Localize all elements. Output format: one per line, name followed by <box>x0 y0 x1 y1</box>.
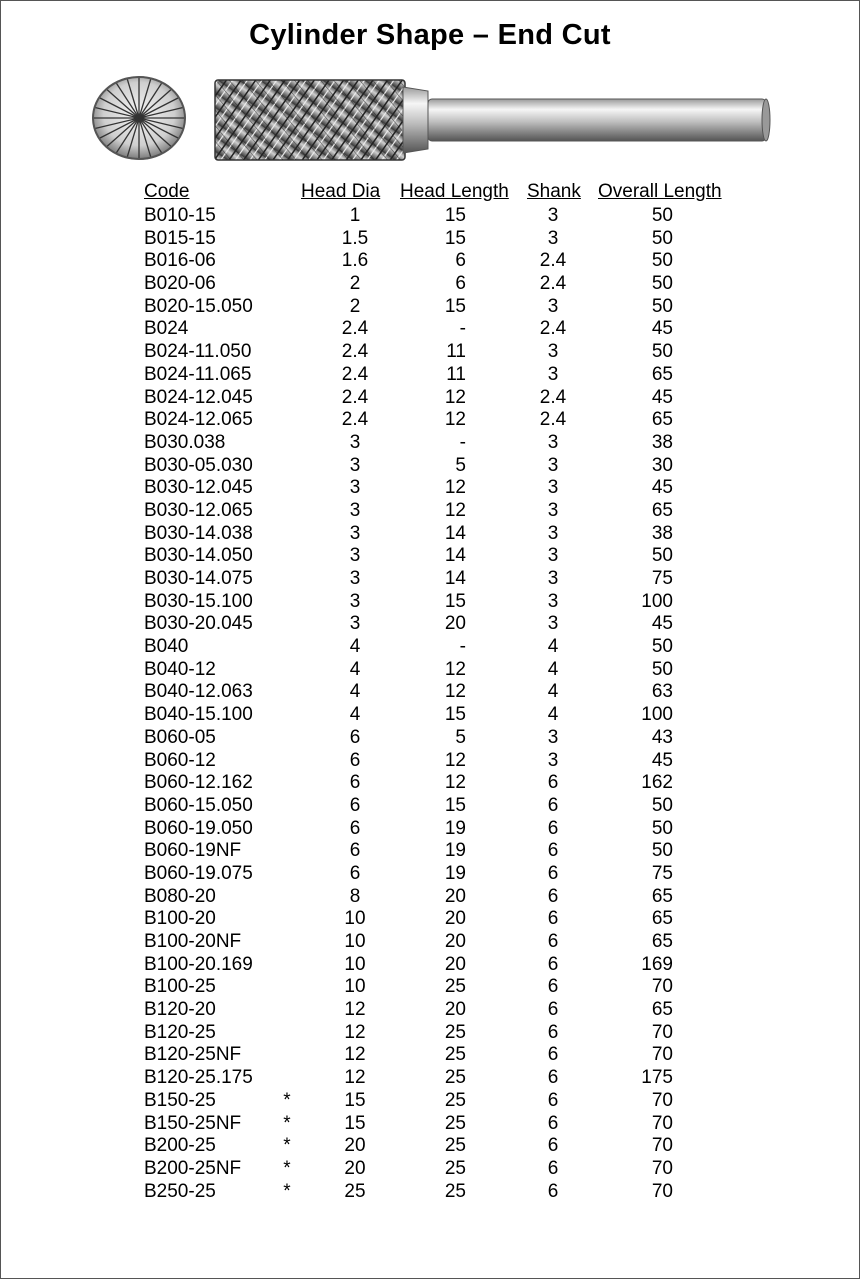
table-row <box>1 318 859 341</box>
cell-head-dia: 3 <box>349 522 361 544</box>
cell-overall-length: 45 <box>651 386 673 408</box>
burr-side-view-image <box>213 77 773 163</box>
cell-shank: 3 <box>547 477 559 499</box>
cell-code: B120-20 <box>144 999 216 1021</box>
cell-head-dia: 6 <box>349 772 361 794</box>
cell-head-dia: 8 <box>349 885 361 907</box>
cell-code: B040-12 <box>144 658 216 680</box>
table-row <box>1 296 859 319</box>
table-row <box>1 999 859 1022</box>
cell-code: B030-12.045 <box>144 477 253 499</box>
cell-head-dia: 2.4 <box>341 341 369 363</box>
cell-overall-length: 50 <box>651 273 673 295</box>
table-row <box>1 772 859 795</box>
cell-overall-length: 169 <box>641 953 673 975</box>
cell-overall-length: 70 <box>651 976 673 998</box>
cell-shank: 6 <box>547 1044 559 1066</box>
cell-head-dia: 3 <box>349 568 361 589</box>
cell-code: B040 <box>144 636 189 658</box>
cell-head-dia: 3 <box>349 499 361 521</box>
cell-head-length: 19 <box>444 817 466 839</box>
cell-code: B200-25NF <box>144 1157 242 1179</box>
cell-code: B040-12.063 <box>144 681 253 703</box>
cell-shank: 6 <box>547 908 559 930</box>
table-row <box>1 1067 859 1090</box>
cell-code: B015-15 <box>144 227 216 249</box>
cell-shank: 6 <box>547 817 559 839</box>
table-row <box>1 341 859 364</box>
cell-shank: 6 <box>547 885 559 907</box>
table-row <box>1 250 859 273</box>
cell-shank: 4 <box>547 704 559 726</box>
cell-shank: 6 <box>547 1157 559 1179</box>
table-row <box>1 1044 859 1067</box>
table-row <box>1 1181 859 1204</box>
cell-head-dia: 4 <box>349 704 361 726</box>
cell-overall-length: 175 <box>641 1067 673 1089</box>
cell-overall-length: 65 <box>651 363 673 385</box>
cell-head-dia: 10 <box>344 976 366 998</box>
cell-head-length: 12 <box>444 499 466 521</box>
cell-head-length: 25 <box>444 1044 466 1066</box>
cell-star: * <box>283 1135 291 1157</box>
cell-head-dia: 4 <box>349 658 361 680</box>
table-row <box>1 954 859 977</box>
cell-head-dia: 25 <box>344 1180 366 1202</box>
cell-overall-length: 50 <box>651 636 673 658</box>
cell-overall-length: 38 <box>651 431 673 453</box>
cell-code: B024 <box>144 318 189 340</box>
cell-code: B024-12.065 <box>144 409 253 431</box>
cell-overall-length: 50 <box>651 295 673 317</box>
header-head-length: Head Length <box>400 181 509 202</box>
cell-code: B010-15 <box>144 205 216 226</box>
header-shank: Shank <box>527 181 581 202</box>
cell-head-length: 25 <box>444 976 466 998</box>
cell-code: B020-15.050 <box>144 295 253 317</box>
header-code: Code <box>144 181 190 202</box>
cell-code: B060-19.050 <box>144 817 253 839</box>
cell-code: B030-20.045 <box>144 613 253 635</box>
cell-head-dia: 3 <box>349 477 361 499</box>
table-row <box>1 477 859 500</box>
cell-overall-length: 63 <box>651 681 673 703</box>
cell-overall-length: 75 <box>651 862 673 884</box>
cell-overall-length: 65 <box>651 409 673 431</box>
cell-shank: 3 <box>547 227 559 249</box>
cell-head-length: 25 <box>444 1067 466 1089</box>
cell-code: B250-25 <box>144 1180 216 1202</box>
cell-head-length: 15 <box>444 295 466 317</box>
cell-overall-length: 43 <box>651 726 673 748</box>
table-row <box>1 681 859 704</box>
table-row <box>1 387 859 410</box>
table-row <box>1 636 859 659</box>
cell-shank: 3 <box>547 613 559 635</box>
table-header <box>1 181 859 205</box>
cell-overall-length: 70 <box>651 1089 673 1111</box>
cell-head-length: 11 <box>446 341 466 363</box>
cell-head-length: 12 <box>444 772 466 794</box>
cell-shank: 4 <box>547 658 559 680</box>
cell-code: B030.038 <box>144 431 226 453</box>
cell-head-dia: 6 <box>349 817 361 839</box>
cell-head-length: 20 <box>444 999 466 1021</box>
cell-overall-length: 50 <box>651 817 673 839</box>
cell-head-length: 12 <box>444 409 466 431</box>
cell-overall-length: 50 <box>651 658 673 680</box>
cell-head-dia: 2.4 <box>341 318 369 340</box>
cell-head-dia: 2.4 <box>341 363 369 385</box>
cell-code: B030-05.030 <box>144 454 253 476</box>
cell-head-dia: 6 <box>349 749 361 771</box>
cell-head-length: 19 <box>444 862 466 884</box>
cell-head-length: 15 <box>444 704 466 726</box>
table-row <box>1 591 859 614</box>
cell-code: B020-06 <box>144 273 216 295</box>
cell-overall-length: 162 <box>641 772 673 794</box>
cell-shank: 2.4 <box>539 409 567 431</box>
cell-head-length: 6 <box>455 273 466 295</box>
table-row <box>1 795 859 818</box>
cell-head-dia: 2 <box>349 273 361 295</box>
cell-code: B150-25NF <box>144 1112 242 1134</box>
table-row <box>1 1158 859 1181</box>
cell-head-length: 25 <box>444 1157 466 1179</box>
cell-overall-length: 38 <box>651 522 673 544</box>
table-row <box>1 568 859 591</box>
cell-head-length: 25 <box>444 1021 466 1043</box>
cell-code: B024-11.065 <box>144 363 252 385</box>
cell-shank: 4 <box>547 636 559 658</box>
cell-code: B024-12.045 <box>144 386 253 408</box>
cell-shank: 6 <box>547 1021 559 1043</box>
table-row <box>1 659 859 682</box>
cell-head-dia: 20 <box>344 1157 366 1179</box>
cell-head-length: - <box>459 318 466 340</box>
cell-head-length: 12 <box>444 681 466 703</box>
cell-shank: 3 <box>547 726 559 748</box>
cell-code: B060-05 <box>144 726 216 748</box>
cell-star: * <box>283 1089 291 1111</box>
cell-head-length: 5 <box>455 454 466 476</box>
table-row <box>1 523 859 546</box>
cell-code: B120-25.175 <box>144 1067 253 1089</box>
cell-head-dia: 2.4 <box>341 386 369 408</box>
cell-overall-length: 100 <box>641 590 673 612</box>
cell-shank: 3 <box>547 499 559 521</box>
cell-code: B040-15.100 <box>144 704 253 726</box>
cell-shank: 3 <box>547 295 559 317</box>
cell-overall-length: 45 <box>651 318 673 340</box>
cell-head-length: 25 <box>444 1112 466 1134</box>
cell-code: B060-12.162 <box>144 772 253 794</box>
cell-shank: 6 <box>547 976 559 998</box>
cell-overall-length: 50 <box>651 227 673 249</box>
cell-head-length: 11 <box>446 363 466 385</box>
cell-head-dia: 15 <box>344 1089 366 1111</box>
cell-overall-length: 50 <box>651 341 673 363</box>
cell-shank: 6 <box>547 862 559 884</box>
cell-overall-length: 50 <box>651 794 673 816</box>
cell-code: B100-20 <box>144 908 216 930</box>
cell-head-length: 12 <box>444 477 466 499</box>
cell-head-length: 25 <box>444 1180 466 1202</box>
cell-head-length: 20 <box>444 613 466 635</box>
table-row <box>1 727 859 750</box>
cell-overall-length: 30 <box>651 454 673 476</box>
cell-shank: 3 <box>547 590 559 612</box>
cell-head-dia: 15 <box>344 1112 366 1134</box>
cell-shank: 3 <box>547 454 559 476</box>
cell-code: B016-06 <box>144 250 216 272</box>
cell-head-dia: 3 <box>349 590 361 612</box>
cell-head-dia: 3 <box>349 431 361 453</box>
cell-head-dia: 10 <box>344 908 366 930</box>
cell-code: B150-25 <box>144 1089 216 1111</box>
cell-overall-length: 70 <box>651 1112 673 1134</box>
table-row <box>1 704 859 727</box>
cell-shank: 6 <box>547 772 559 794</box>
table-row <box>1 750 859 773</box>
cell-overall-length: 100 <box>641 704 673 726</box>
cell-head-length: 12 <box>444 386 466 408</box>
cell-shank: 3 <box>547 749 559 771</box>
cell-shank: 3 <box>547 522 559 544</box>
cell-head-length: 12 <box>444 749 466 771</box>
table-row <box>1 273 859 296</box>
table-row <box>1 613 859 636</box>
cell-code: B030-15.100 <box>144 590 253 612</box>
table-row <box>1 205 859 228</box>
cell-code: B120-25 <box>144 1021 216 1043</box>
cell-code: B120-25NF <box>144 1044 242 1066</box>
cell-shank: 6 <box>547 931 559 952</box>
cell-shank: 4 <box>547 681 559 703</box>
cell-overall-length: 70 <box>651 1180 673 1202</box>
cell-shank: 3 <box>547 431 559 453</box>
table-row <box>1 818 859 841</box>
cell-code: B060-15.050 <box>144 794 253 816</box>
cell-code: B200-25 <box>144 1135 216 1157</box>
cell-shank: 3 <box>547 205 559 226</box>
cell-head-length: 15 <box>444 590 466 612</box>
table-row <box>1 432 859 455</box>
cell-head-length: 20 <box>444 953 466 975</box>
cell-overall-length: 65 <box>651 931 673 952</box>
table-row <box>1 1113 859 1136</box>
cell-head-dia: 10 <box>344 953 366 975</box>
cell-head-length: 20 <box>444 931 466 952</box>
cell-overall-length: 70 <box>651 1021 673 1043</box>
cell-head-dia: 2 <box>349 295 361 317</box>
cell-head-dia: 12 <box>344 1021 366 1043</box>
table-row <box>1 1022 859 1045</box>
cell-shank: 6 <box>547 999 559 1021</box>
cell-shank: 2.4 <box>539 318 567 340</box>
cell-head-dia: 4 <box>349 636 361 658</box>
table-row <box>1 364 859 387</box>
cell-code: B024-11.050 <box>144 341 252 363</box>
cell-head-dia: 12 <box>344 1044 366 1066</box>
cell-head-dia: 12 <box>344 1067 366 1089</box>
table-row <box>1 500 859 523</box>
cell-code: B030-14.050 <box>144 545 253 567</box>
table-body <box>1 205 859 1203</box>
cell-shank: 3 <box>547 545 559 567</box>
cell-head-length: 5 <box>455 726 466 748</box>
cell-head-length: 15 <box>444 205 466 226</box>
cell-shank: 2.4 <box>539 250 567 272</box>
table-row <box>1 908 859 931</box>
cell-head-dia: 6 <box>349 794 361 816</box>
cell-code: B030-14.038 <box>144 522 253 544</box>
cell-head-dia: 6 <box>349 726 361 748</box>
cell-head-length: 14 <box>444 568 466 589</box>
cell-overall-length: 50 <box>651 545 673 567</box>
table-row <box>1 228 859 251</box>
cell-overall-length: 65 <box>651 885 673 907</box>
cell-shank: 3 <box>547 568 559 589</box>
cell-code: B100-20.169 <box>144 953 253 975</box>
cell-shank: 6 <box>547 953 559 975</box>
cell-code: B030-12.065 <box>144 499 253 521</box>
cell-shank: 2.4 <box>539 273 567 295</box>
table-row <box>1 1135 859 1158</box>
cell-overall-length: 75 <box>651 568 673 589</box>
table-row <box>1 886 859 909</box>
cell-head-length: 19 <box>444 840 466 862</box>
cell-shank: 6 <box>547 1112 559 1134</box>
table-row <box>1 455 859 478</box>
cell-head-dia: 3 <box>349 454 361 476</box>
cell-head-length: 15 <box>444 794 466 816</box>
cell-code: B060-19NF <box>144 840 242 862</box>
cell-head-length: 20 <box>444 908 466 930</box>
cell-overall-length: 70 <box>651 1135 673 1157</box>
cell-overall-length: 45 <box>651 613 673 635</box>
cell-head-dia: 3 <box>349 545 361 567</box>
cell-overall-length: 45 <box>651 749 673 771</box>
cell-head-length: - <box>459 636 466 658</box>
cell-star: * <box>283 1112 291 1134</box>
cell-shank: 6 <box>547 1180 559 1202</box>
table-row <box>1 976 859 999</box>
cell-shank: 2.4 <box>539 386 567 408</box>
cell-code: B100-25 <box>144 976 216 998</box>
cell-head-dia: 2.4 <box>341 409 369 431</box>
cell-overall-length: 70 <box>651 1157 673 1179</box>
table-row <box>1 863 859 886</box>
cell-star: * <box>283 1180 291 1202</box>
cell-overall-length: 50 <box>651 250 673 272</box>
cell-head-length: 14 <box>444 545 466 567</box>
burr-end-view-image <box>91 75 187 161</box>
table-row <box>1 409 859 432</box>
cell-head-dia: 6 <box>349 862 361 884</box>
cell-head-dia: 10 <box>344 931 366 952</box>
cell-overall-length: 45 <box>651 477 673 499</box>
cell-shank: 6 <box>547 794 559 816</box>
cell-head-dia: 20 <box>344 1135 366 1157</box>
cell-overall-length: 65 <box>651 999 673 1021</box>
cell-shank: 6 <box>547 1067 559 1089</box>
cell-code: B100-20NF <box>144 931 242 952</box>
cell-shank: 3 <box>547 363 559 385</box>
table-row <box>1 1090 859 1113</box>
cell-shank: 3 <box>547 341 559 363</box>
cell-head-dia: 1.6 <box>341 250 369 272</box>
cell-head-length: 25 <box>444 1135 466 1157</box>
header-head-dia: Head Dia <box>301 181 381 202</box>
cell-head-dia: 6 <box>349 840 361 862</box>
cell-code: B060-19.075 <box>144 862 253 884</box>
cell-code: B030-14.075 <box>144 568 253 589</box>
cell-overall-length: 70 <box>651 1044 673 1066</box>
cell-head-dia: 1 <box>349 205 361 226</box>
page-title: Cylinder Shape – End Cut <box>249 19 611 51</box>
cell-overall-length: 65 <box>651 499 673 521</box>
cell-code: B060-12 <box>144 749 216 771</box>
cell-star: * <box>283 1157 291 1179</box>
cell-head-length: 12 <box>444 658 466 680</box>
cell-head-length: 15 <box>444 227 466 249</box>
cell-shank: 6 <box>547 1089 559 1111</box>
cell-head-dia: 12 <box>344 999 366 1021</box>
header-overall-length: Overall Length <box>598 181 722 202</box>
cell-overall-length: 50 <box>651 840 673 862</box>
cell-head-dia: 3 <box>349 613 361 635</box>
cell-head-length: 25 <box>444 1089 466 1111</box>
cell-head-length: 6 <box>455 250 466 272</box>
cell-head-dia: 4 <box>349 681 361 703</box>
cell-head-length: 20 <box>444 885 466 907</box>
cell-overall-length: 50 <box>651 205 673 226</box>
cell-code: B080-20 <box>144 885 216 907</box>
cell-overall-length: 65 <box>651 908 673 930</box>
cell-shank: 6 <box>547 840 559 862</box>
cell-head-length: 14 <box>444 522 466 544</box>
cell-shank: 6 <box>547 1135 559 1157</box>
table-row <box>1 840 859 863</box>
table-row <box>1 545 859 568</box>
cell-head-dia: 1.5 <box>341 227 369 249</box>
table-row <box>1 931 859 954</box>
cell-head-length: - <box>459 431 466 453</box>
